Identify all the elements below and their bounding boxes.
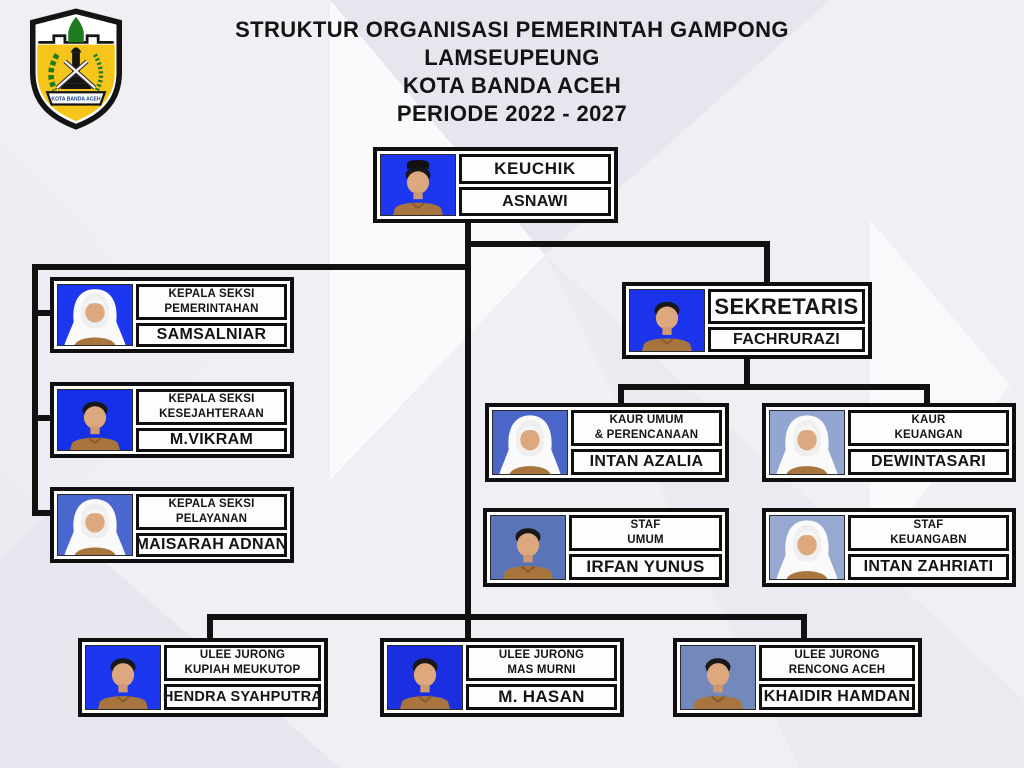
role-line-1: KEPALA SEKSI xyxy=(168,393,255,405)
role-line-1: STAF xyxy=(630,519,661,531)
avatar-female-hijab-icon xyxy=(493,411,567,474)
avatar-male-icon xyxy=(630,290,704,351)
photo-maisarah xyxy=(57,494,133,556)
role-label xyxy=(571,410,722,446)
avatar-male-icon xyxy=(86,646,160,709)
photo-irfan-yunus xyxy=(490,515,566,580)
node-staf-keuangan xyxy=(762,508,1016,587)
role-line-2: KEUANGAN xyxy=(894,429,963,442)
role-label xyxy=(848,410,1009,446)
name-label: FACHRURAZI xyxy=(708,327,865,352)
role-label xyxy=(466,645,617,681)
node-keuchik xyxy=(373,147,618,223)
avatar-female-hijab-icon xyxy=(58,285,132,345)
role-label xyxy=(136,494,287,530)
role-line-2: RENCONG ACEH xyxy=(788,664,886,677)
avatar-male-icon xyxy=(491,516,565,579)
role-label xyxy=(164,645,321,681)
avatar-male-icon xyxy=(58,390,132,450)
photo-hendra-syahputra xyxy=(85,645,161,710)
avatar-female-hijab-icon xyxy=(770,411,844,474)
connector-line xyxy=(465,222,471,640)
role-line-2: KUPIAH MEUKUTOP xyxy=(184,664,301,677)
role-line-2: KEUANGABN xyxy=(890,534,967,547)
role-line-2: KESEJAHTERAAN xyxy=(159,408,264,421)
avatar-female-hijab-icon xyxy=(770,516,844,579)
photo-fachrurazi xyxy=(629,289,705,352)
connector-line xyxy=(465,241,770,247)
photo-samsalniar xyxy=(57,284,133,346)
role-label xyxy=(136,284,287,320)
role-line-2: PELAYANAN xyxy=(175,513,248,526)
role-line-1: ULEE JURONG xyxy=(794,649,880,661)
role-label xyxy=(848,515,1009,551)
connector-line xyxy=(618,384,930,390)
role-label xyxy=(136,389,287,425)
avatar-male-peci-icon xyxy=(381,155,455,215)
title-line-3: KOTA BANDA ACEH xyxy=(402,73,622,98)
connector-line xyxy=(32,264,469,270)
name-label: INTAN AZALIA xyxy=(571,449,722,475)
photo-khaidir-hamdan xyxy=(680,645,756,710)
title-line-1: STRUKTUR ORGANISASI PEMERINTAH GAMPONG xyxy=(235,17,789,42)
node-sekretaris xyxy=(622,282,872,359)
node-seksi-pelayanan xyxy=(50,487,294,563)
role-label: SEKRETARIS xyxy=(708,289,865,324)
name-label: DEWINTASARI xyxy=(848,449,1009,475)
name-label: MAISARAH ADNAN xyxy=(136,533,287,557)
node-jurong-mas-murni xyxy=(380,638,624,717)
name-label: M.VIKRAM xyxy=(136,428,287,452)
avatar-male-icon xyxy=(681,646,755,709)
title-line-2: LAMSEUPEUNG xyxy=(424,45,600,70)
role-line-1: KEPALA SEKSI xyxy=(168,288,255,300)
role-line-2: UMUM xyxy=(627,534,664,547)
photo-keuchik xyxy=(380,154,456,216)
role-line-1: ULEE JURONG xyxy=(498,649,585,661)
node-seksi-pemerintahan xyxy=(50,277,294,353)
role-label xyxy=(759,645,915,681)
node-kaur-umum xyxy=(485,403,729,482)
title-line-4: PERIODE 2022 - 2027 xyxy=(396,101,628,126)
avatar-male-icon xyxy=(388,646,462,709)
connector-line xyxy=(207,614,807,620)
photo-intan-zahriati xyxy=(769,515,845,580)
node-jurong-rencong-aceh xyxy=(673,638,922,717)
role-line-1: KAUR UMUM xyxy=(609,414,684,426)
name-label: IRFAN YUNUS xyxy=(569,554,722,580)
role-line-2: PEMERINTAHAN xyxy=(164,303,259,316)
page-title xyxy=(0,16,1024,128)
role-line-1: ULEE JURONG xyxy=(199,649,286,661)
role-line-2: MAS MURNI xyxy=(507,664,576,677)
name-label: SAMSALNIAR xyxy=(136,323,287,347)
node-jurong-kupiah-meukutop xyxy=(78,638,328,717)
connector-line xyxy=(764,241,770,286)
node-staf-umum xyxy=(483,508,729,587)
name-label: M. HASAN xyxy=(466,684,617,710)
node-seksi-kesejahteraan xyxy=(50,382,294,458)
role-line-2: & PERENCANAAN xyxy=(594,429,699,442)
photo-mvikram xyxy=(57,389,133,451)
role-line-1: STAF xyxy=(913,519,944,531)
role-line-1: KAUR xyxy=(911,414,946,426)
role-label xyxy=(569,515,722,551)
role-line-1: KEPALA SEKSI xyxy=(168,498,255,510)
photo-dewintasari xyxy=(769,410,845,475)
node-kaur-keuangan xyxy=(762,403,1016,482)
emblem-ribbon-text: KOTA BANDA ACEH xyxy=(51,96,101,103)
photo-m-hasan xyxy=(387,645,463,710)
avatar-female-hijab-icon xyxy=(58,495,132,555)
name-label: HENDRA SYAHPUTRA xyxy=(164,684,321,710)
role-label: KEUCHIK xyxy=(459,154,611,184)
name-label: KHAIDIR HAMDAN xyxy=(759,684,915,710)
name-label: INTAN ZAHRIATI xyxy=(848,554,1009,580)
name-label: ASNAWI xyxy=(459,187,611,216)
connector-line xyxy=(32,264,38,516)
photo-intan-azalia xyxy=(492,410,568,475)
